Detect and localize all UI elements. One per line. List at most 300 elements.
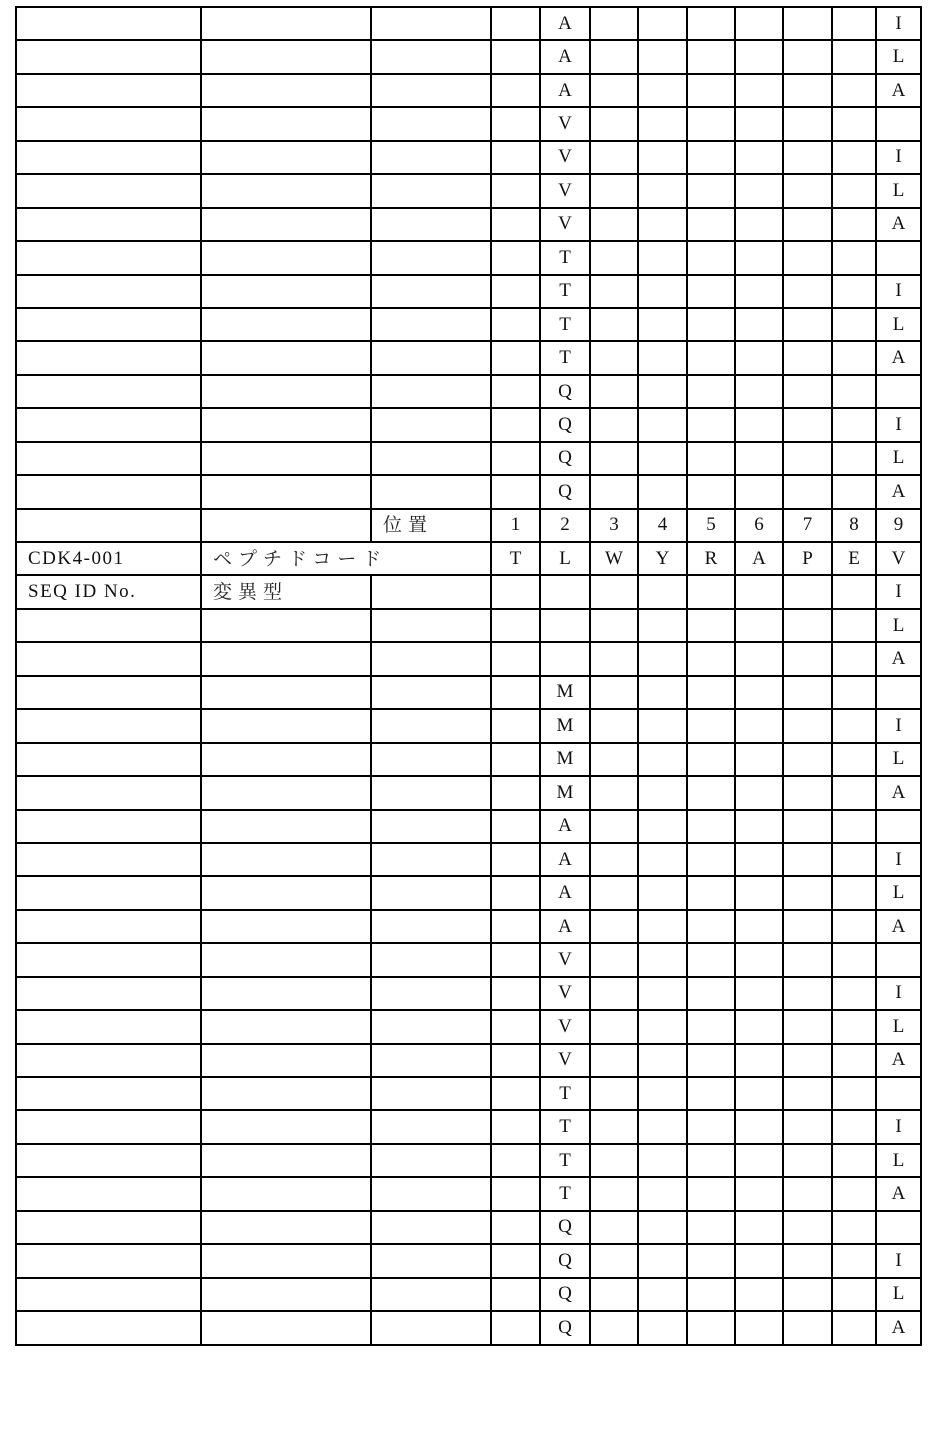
pos-3-cell — [590, 208, 638, 241]
extra-cell — [371, 174, 491, 207]
label-cell: ペプチドコード — [201, 542, 491, 575]
pos-8-cell — [832, 7, 876, 40]
table-row — [16, 341, 921, 374]
label-cell — [201, 241, 371, 274]
pos-2-cell — [540, 575, 590, 608]
pos-7-cell — [783, 74, 832, 107]
pos-7-cell — [783, 174, 832, 207]
pos-8-cell — [832, 341, 876, 374]
label-cell — [201, 910, 371, 943]
pos-7-cell — [783, 275, 832, 308]
pos-3-cell — [590, 275, 638, 308]
pos-9-cell: L — [876, 743, 921, 776]
pos-4-cell — [638, 475, 687, 508]
pos-8-cell — [832, 1110, 876, 1143]
label-cell — [201, 107, 371, 140]
pos-8-cell — [832, 743, 876, 776]
pos-1-cell — [491, 575, 540, 608]
pos-8-cell — [832, 709, 876, 742]
table-row — [16, 843, 921, 876]
pos-6-cell: 6 — [735, 509, 783, 542]
pos-5-cell — [687, 910, 735, 943]
table-row — [16, 1044, 921, 1077]
pos-2-cell: Q — [540, 1211, 590, 1244]
pos-6-cell — [735, 843, 783, 876]
pos-5-cell — [687, 40, 735, 73]
extra-cell — [371, 1077, 491, 1110]
pos-1-cell — [491, 1278, 540, 1311]
id-cell — [16, 442, 201, 475]
pos-4-cell — [638, 1278, 687, 1311]
pos-2-cell: T — [540, 241, 590, 274]
pos-1-cell — [491, 208, 540, 241]
pos-3-cell — [590, 1211, 638, 1244]
pos-2-cell: V — [540, 141, 590, 174]
pos-9-cell: L — [876, 308, 921, 341]
pos-9-cell: I — [876, 1110, 921, 1143]
id-cell — [16, 1110, 201, 1143]
pos-6-cell — [735, 1044, 783, 1077]
extra-cell — [371, 1010, 491, 1043]
pos-9-cell: L — [876, 1010, 921, 1043]
pos-9-cell: L — [876, 876, 921, 909]
pos-4-cell — [638, 442, 687, 475]
pos-6-cell — [735, 341, 783, 374]
pos-4-cell — [638, 977, 687, 1010]
pos-3-cell — [590, 1110, 638, 1143]
pos-8-cell — [832, 475, 876, 508]
pos-4-cell — [638, 609, 687, 642]
pos-3-cell — [590, 375, 638, 408]
pos-6-cell — [735, 74, 783, 107]
pos-8-cell — [832, 676, 876, 709]
pos-8-cell — [832, 74, 876, 107]
table-row — [16, 709, 921, 742]
id-cell — [16, 408, 201, 441]
id-cell — [16, 810, 201, 843]
pos-6-cell — [735, 141, 783, 174]
pos-1-cell — [491, 1211, 540, 1244]
label-cell — [201, 308, 371, 341]
label-cell — [201, 776, 371, 809]
pos-8-cell — [832, 943, 876, 976]
pos-6-cell — [735, 642, 783, 675]
pos-9-cell: I — [876, 7, 921, 40]
label-cell — [201, 1278, 371, 1311]
pos-1-cell — [491, 843, 540, 876]
id-cell — [16, 676, 201, 709]
pos-3-cell — [590, 977, 638, 1010]
label-cell — [201, 442, 371, 475]
pos-5-cell — [687, 709, 735, 742]
extra-cell — [371, 1211, 491, 1244]
variant-label-row — [16, 575, 921, 608]
pos-8-cell — [832, 642, 876, 675]
id-cell — [16, 40, 201, 73]
pos-7-cell — [783, 1244, 832, 1277]
pos-4-cell — [638, 1244, 687, 1277]
pos-3-cell — [590, 308, 638, 341]
pos-3-cell — [590, 609, 638, 642]
pos-5-cell — [687, 642, 735, 675]
pos-5-cell — [687, 408, 735, 441]
pos-6-cell — [735, 7, 783, 40]
table-row — [16, 475, 921, 508]
pos-4-cell — [638, 40, 687, 73]
pos-1-cell: T — [491, 542, 540, 575]
pos-1-cell — [491, 709, 540, 742]
pos-8-cell — [832, 843, 876, 876]
pos-5-cell — [687, 609, 735, 642]
pos-1-cell — [491, 1077, 540, 1110]
pos-4-cell — [638, 1311, 687, 1344]
label-cell — [201, 943, 371, 976]
pos-2-cell: V — [540, 943, 590, 976]
pos-2-cell: V — [540, 977, 590, 1010]
extra-cell — [371, 575, 491, 608]
pos-7-cell — [783, 475, 832, 508]
extra-cell — [371, 241, 491, 274]
pos-5-cell — [687, 1177, 735, 1210]
pos-6-cell — [735, 1211, 783, 1244]
pos-9-cell: A — [876, 776, 921, 809]
pos-2-cell: M — [540, 776, 590, 809]
id-cell — [16, 1044, 201, 1077]
label-cell — [201, 642, 371, 675]
pos-5-cell — [687, 275, 735, 308]
pos-6-cell — [735, 1278, 783, 1311]
pos-3-cell — [590, 876, 638, 909]
pos-1-cell — [491, 642, 540, 675]
table-row — [16, 810, 921, 843]
pos-6-cell — [735, 676, 783, 709]
pos-9-cell: L — [876, 1144, 921, 1177]
pos-7-cell — [783, 1144, 832, 1177]
pos-6-cell — [735, 1110, 783, 1143]
extra-cell — [371, 1144, 491, 1177]
pos-1-cell — [491, 341, 540, 374]
table-row — [16, 876, 921, 909]
table-row — [16, 977, 921, 1010]
pos-3-cell — [590, 1311, 638, 1344]
extra-cell — [371, 776, 491, 809]
pos-2-cell: A — [540, 843, 590, 876]
pos-6-cell — [735, 609, 783, 642]
pos-3-cell — [590, 475, 638, 508]
id-cell — [16, 642, 201, 675]
label-cell — [201, 676, 371, 709]
pos-1-cell — [491, 1010, 540, 1043]
pos-2-cell: Q — [540, 1278, 590, 1311]
pos-9-cell: A — [876, 475, 921, 508]
pos-3-cell — [590, 174, 638, 207]
pos-4-cell — [638, 7, 687, 40]
pos-3-cell — [590, 7, 638, 40]
table-row — [16, 107, 921, 140]
pos-1-cell — [491, 308, 540, 341]
table-row — [16, 910, 921, 943]
pos-9-cell: A — [876, 1311, 921, 1344]
pos-4-cell: 4 — [638, 509, 687, 542]
pos-9-cell — [876, 107, 921, 140]
pos-7-cell — [783, 1110, 832, 1143]
pos-2-cell: Q — [540, 408, 590, 441]
pos-1-cell — [491, 1311, 540, 1344]
extra-cell — [371, 408, 491, 441]
id-cell — [16, 609, 201, 642]
pos-2-cell — [540, 642, 590, 675]
pos-9-cell: I — [876, 1244, 921, 1277]
pos-7-cell — [783, 676, 832, 709]
pos-6-cell — [735, 40, 783, 73]
pos-7-cell — [783, 107, 832, 140]
label-cell — [201, 7, 371, 40]
table-row — [16, 776, 921, 809]
pos-2-cell: M — [540, 709, 590, 742]
pos-5-cell — [687, 843, 735, 876]
label-cell: 変異型 — [201, 575, 371, 608]
pos-2-cell: T — [540, 1110, 590, 1143]
id-cell: CDK4-001 — [16, 542, 201, 575]
pos-8-cell — [832, 241, 876, 274]
pos-7-cell — [783, 1211, 832, 1244]
pos-2-cell: A — [540, 40, 590, 73]
extra-cell — [371, 709, 491, 742]
pos-8-cell — [832, 107, 876, 140]
pos-3-cell — [590, 241, 638, 274]
id-cell — [16, 709, 201, 742]
pos-7-cell — [783, 7, 832, 40]
pos-6-cell — [735, 776, 783, 809]
id-cell — [16, 1144, 201, 1177]
pos-7-cell — [783, 1278, 832, 1311]
pos-1-cell — [491, 275, 540, 308]
id-cell — [16, 341, 201, 374]
id-cell — [16, 241, 201, 274]
pos-7-cell — [783, 609, 832, 642]
extra-cell — [371, 1177, 491, 1210]
pos-7-cell — [783, 1010, 832, 1043]
pos-3-cell — [590, 642, 638, 675]
pos-6-cell — [735, 575, 783, 608]
label-cell — [201, 743, 371, 776]
extra-cell — [371, 642, 491, 675]
pos-8-cell — [832, 876, 876, 909]
table-row — [16, 308, 921, 341]
pos-2-cell: T — [540, 275, 590, 308]
pos-6-cell — [735, 1177, 783, 1210]
table-row — [16, 241, 921, 274]
pos-6-cell — [735, 943, 783, 976]
pos-6-cell — [735, 275, 783, 308]
id-cell — [16, 475, 201, 508]
extra-cell — [371, 843, 491, 876]
label-cell — [201, 208, 371, 241]
pos-1-cell — [491, 1110, 540, 1143]
pos-6-cell — [735, 1144, 783, 1177]
table-row — [16, 74, 921, 107]
pos-5-cell — [687, 1044, 735, 1077]
label-cell — [201, 174, 371, 207]
pos-1-cell — [491, 74, 540, 107]
table-row — [16, 743, 921, 776]
table-row — [16, 40, 921, 73]
label-cell — [201, 1110, 371, 1143]
pos-4-cell — [638, 1110, 687, 1143]
pos-3-cell — [590, 1244, 638, 1277]
pos-9-cell: A — [876, 341, 921, 374]
pos-4-cell — [638, 810, 687, 843]
pos-5-cell — [687, 375, 735, 408]
pos-4-cell — [638, 943, 687, 976]
pos-3-cell — [590, 74, 638, 107]
pos-5-cell — [687, 1211, 735, 1244]
pos-9-cell: L — [876, 40, 921, 73]
pos-8-cell — [832, 1044, 876, 1077]
pos-7-cell — [783, 1177, 832, 1210]
pos-7-cell — [783, 308, 832, 341]
pos-2-cell: T — [540, 341, 590, 374]
pos-7-cell — [783, 341, 832, 374]
id-cell — [16, 74, 201, 107]
label-cell — [201, 375, 371, 408]
pos-5-cell — [687, 174, 735, 207]
pos-1-cell — [491, 141, 540, 174]
pos-2-cell: L — [540, 542, 590, 575]
id-cell — [16, 1244, 201, 1277]
pos-5-cell — [687, 241, 735, 274]
table-row — [16, 1278, 921, 1311]
pos-7-cell — [783, 442, 832, 475]
pos-2-cell: A — [540, 876, 590, 909]
id-cell — [16, 107, 201, 140]
label-cell — [201, 1244, 371, 1277]
pos-5-cell — [687, 977, 735, 1010]
pos-4-cell — [638, 341, 687, 374]
pos-9-cell: I — [876, 977, 921, 1010]
pos-4-cell — [638, 1211, 687, 1244]
pos-8-cell — [832, 776, 876, 809]
pos-7-cell — [783, 1311, 832, 1344]
label-cell — [201, 876, 371, 909]
pos-6-cell — [735, 743, 783, 776]
pos-7-cell — [783, 743, 832, 776]
pos-7-cell — [783, 208, 832, 241]
pos-6-cell — [735, 1311, 783, 1344]
extra-cell — [371, 141, 491, 174]
extra-cell — [371, 308, 491, 341]
pos-3-cell — [590, 1177, 638, 1210]
pos-7-cell — [783, 375, 832, 408]
pos-7-cell — [783, 910, 832, 943]
table-row — [16, 609, 921, 642]
pos-5-cell — [687, 208, 735, 241]
pos-9-cell: A — [876, 642, 921, 675]
pos-8-cell — [832, 408, 876, 441]
extra-cell — [371, 977, 491, 1010]
pos-3-cell — [590, 843, 638, 876]
pos-1-cell — [491, 241, 540, 274]
pos-8-cell — [832, 275, 876, 308]
pos-2-cell — [540, 609, 590, 642]
pos-5-cell: 5 — [687, 509, 735, 542]
table-row — [16, 1177, 921, 1210]
pos-1-cell — [491, 40, 540, 73]
pos-4-cell — [638, 676, 687, 709]
pos-3-cell — [590, 1144, 638, 1177]
pos-4-cell — [638, 208, 687, 241]
pos-8-cell — [832, 609, 876, 642]
label-cell — [201, 1044, 371, 1077]
pos-2-cell: Q — [540, 1311, 590, 1344]
pos-5-cell — [687, 1278, 735, 1311]
id-cell — [16, 843, 201, 876]
pos-2-cell: T — [540, 1077, 590, 1110]
pos-4-cell — [638, 1044, 687, 1077]
extra-cell — [371, 442, 491, 475]
pos-4-cell: Y — [638, 542, 687, 575]
pos-1-cell — [491, 910, 540, 943]
pos-3-cell — [590, 776, 638, 809]
pos-6-cell — [735, 208, 783, 241]
pos-1-cell — [491, 475, 540, 508]
pos-6-cell — [735, 1244, 783, 1277]
pos-6-cell — [735, 876, 783, 909]
id-cell — [16, 1278, 201, 1311]
id-cell — [16, 1211, 201, 1244]
pos-5-cell — [687, 876, 735, 909]
pos-7-cell — [783, 575, 832, 608]
id-cell — [16, 977, 201, 1010]
pos-5-cell: R — [687, 542, 735, 575]
table-row — [16, 408, 921, 441]
pos-9-cell: I — [876, 709, 921, 742]
pos-3-cell — [590, 341, 638, 374]
pos-6-cell — [735, 241, 783, 274]
extra-cell — [371, 7, 491, 40]
pos-9-cell: I — [876, 408, 921, 441]
extra-cell — [371, 1278, 491, 1311]
pos-5-cell — [687, 676, 735, 709]
id-cell — [16, 743, 201, 776]
pos-4-cell — [638, 408, 687, 441]
extra-cell — [371, 1244, 491, 1277]
pos-2-cell: V — [540, 1010, 590, 1043]
table-row — [16, 642, 921, 675]
extra-cell — [371, 810, 491, 843]
table-row — [16, 7, 921, 40]
id-cell — [16, 375, 201, 408]
pos-3-cell — [590, 40, 638, 73]
extra-cell — [371, 375, 491, 408]
pos-1-cell — [491, 609, 540, 642]
pos-6-cell: A — [735, 542, 783, 575]
pos-4-cell — [638, 308, 687, 341]
extra-cell — [371, 910, 491, 943]
pos-5-cell — [687, 475, 735, 508]
pos-9-cell: A — [876, 1177, 921, 1210]
label-cell — [201, 40, 371, 73]
pos-2-cell: A — [540, 7, 590, 40]
pos-8-cell: E — [832, 542, 876, 575]
table-row — [16, 1144, 921, 1177]
pos-3-cell — [590, 1044, 638, 1077]
pos-1-cell: 1 — [491, 509, 540, 542]
peptide-variant-table — [15, 6, 922, 1346]
pos-6-cell — [735, 1077, 783, 1110]
pos-4-cell — [638, 174, 687, 207]
pos-8-cell — [832, 1177, 876, 1210]
